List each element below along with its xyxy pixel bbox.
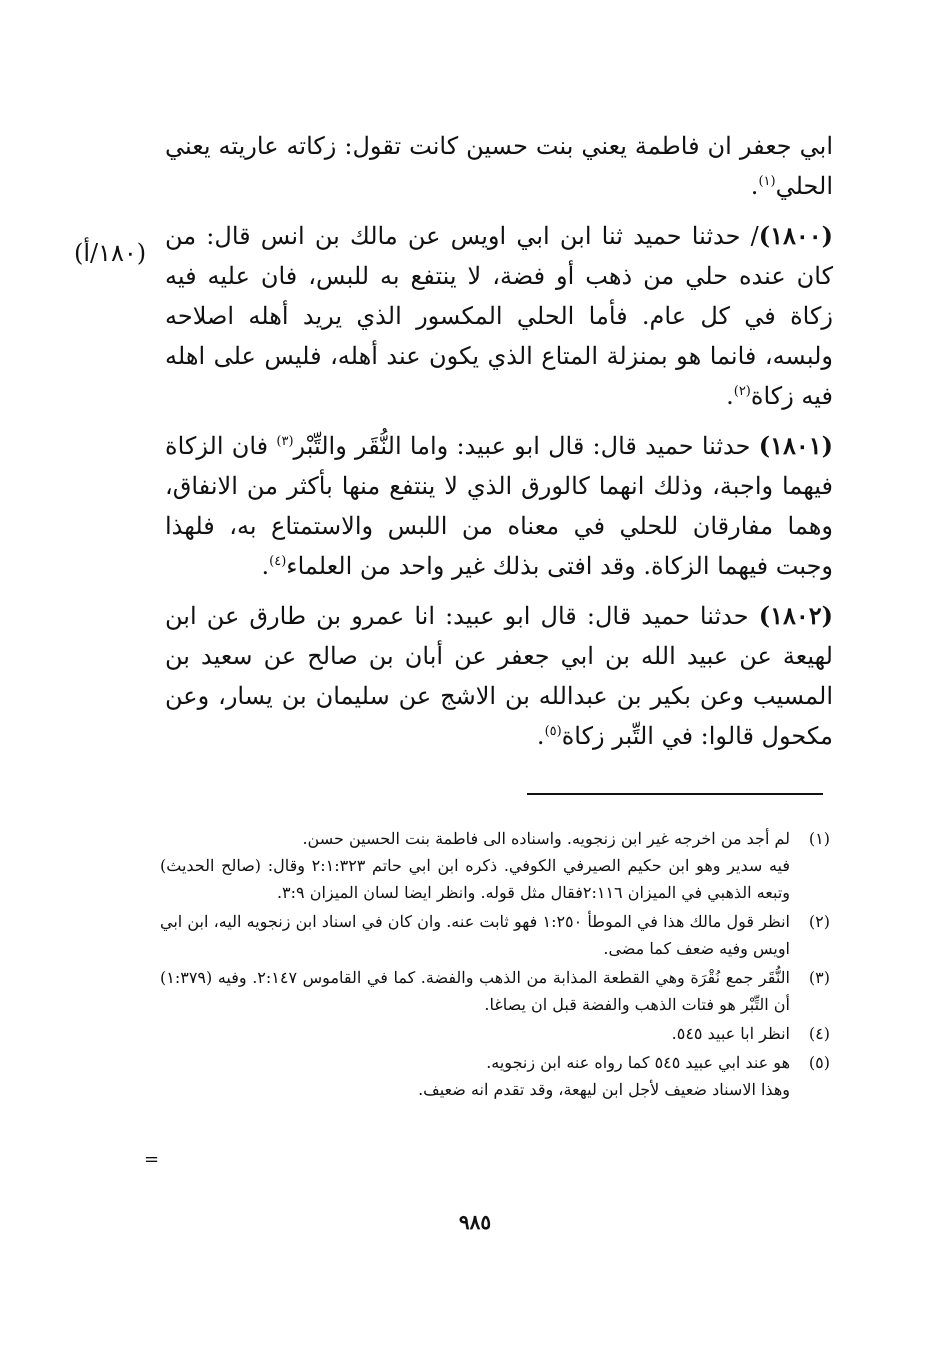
entry-number: (١٨٠٠): [758, 221, 833, 250]
entry-number: (١٨٠١): [758, 431, 833, 460]
footnote-ref-4[interactable]: (٤): [269, 554, 287, 569]
footnote-divider: [527, 793, 823, 795]
paragraph-1802: (١٨٠٢) حدثنا حميد قال: قال ابو عبيد: انا عمرو بن طارق عن ابن لهيعة عن عبيد الله بن ابي جعفر عن أبان بن صالح عن سعيد بن المسيب وعن بكير بن عبدالله بن الاشج عن سليمان بن يسار، وعن مكحول قالوا: في التِّبر زكاة$^{(٥)}$.: [165, 601, 833, 750]
footnote-ref-1[interactable]: (١): [758, 174, 776, 189]
page-number: ٩٨٥: [458, 1210, 492, 1234]
paragraph-1800: (١٨٠٠)/ حدثنا حميد ثنا ابن ابي اويس عن مالك بن انس قال: من كان عنده حلي من ذهب أو فضة، لا ينتفع به للبس، فان عليه فيه زكاة في كل عام. فأما الحلي المكسور الذي يريد أهله اصلاحه ولبسه، فانما هو بمنزلة المتاع الذي يكون عند أهله، فليس على اهله فيه زكاة$^{(٢)}$.: [165, 221, 833, 410]
footnote-1: (١) لم أجد من اخرجه غير ابن زنجويه. واسناده الى فاطمة بنت الحسين حسن. فيه سدير وهو ابن حكيم الصيرفي الكوفي. ذكره ابن ابي حاتم ٢:١:٣٢٣ وقال: (صالح الحديث) وتبعه الذهبي في الميزان ٢:١١٦فقال مثل قوله. وانظر ايضا لسان الميزان ٣:٩.: [160, 825, 830, 906]
footnote-4: (٤) انظر ابا عبيد ٥٤٥.: [160, 1020, 830, 1047]
margin-folio-reference: (١٨٠/أ): [74, 239, 147, 267]
footnote-ref-3[interactable]: (٣): [276, 434, 294, 449]
continuation-mark: =: [144, 1149, 160, 1170]
footnote-number: (١): [808, 829, 830, 848]
main-text: [165, 126, 833, 756]
footnote-number: (٤): [808, 1024, 830, 1043]
footnote-3: (٣) النُّقَر جمع نُقْرَة وهي القطعة المذابة من الذهب والفضة. كما في القاموس ٢:١٤٧. وفيه (١:٣٧٩) أن التِّبْر هو فتات الذهب والفضة قبل ان يصاغا.: [160, 964, 830, 1018]
footnote-5: (٥) هو عند ابي عبيد ٥٤٥ كما رواه عنه ابن زنجويه. وهذا الاسناد ضعيف لأجل ابن ليهعة، وقد تقدم انه ضعيف.: [160, 1049, 830, 1103]
footnote-number: (٥): [808, 1053, 830, 1072]
footnote-number: (٢): [808, 912, 830, 931]
footnote-ref-5[interactable]: (٥): [544, 724, 562, 739]
footnote-number: (٣): [808, 968, 830, 987]
footnote-2: (٢) انظر قول مالك هذا في الموطأ ١:٢٥٠ فهو ثابت عنه. وان كان في اسناد ابن زنجويه اليه، ابن ابي اويس وفيه ضعف كما مضى.: [160, 908, 830, 962]
entry-number: (١٨٠٢): [758, 601, 833, 630]
footnotes: [160, 825, 830, 1105]
paragraph-continuation: ابي جعفر ان فاطمة يعني بنت حسين كانت تقول: زكاته عاريته يعني الحلي$^{(١)}$.: [165, 132, 833, 200]
footnote-ref-2[interactable]: (٢): [733, 384, 751, 399]
paragraph-1801: (١٨٠١) حدثنا حميد قال: قال ابو عبيد: واما النُّقَر والتِّبْر$^{(٣)}$ فان الزكاة فيهما واجبة، وذلك انهما كالورق الذي لا ينتفع منها بأكثر من الانفاق، وهما مفارقان للحلي في معناه من اللبس والاستمتاع به، فلهذا وجبت فيهما الزكاة. وقد افتى بذلك غير واحد من العلماء$^{(٤)}$.: [165, 431, 833, 580]
